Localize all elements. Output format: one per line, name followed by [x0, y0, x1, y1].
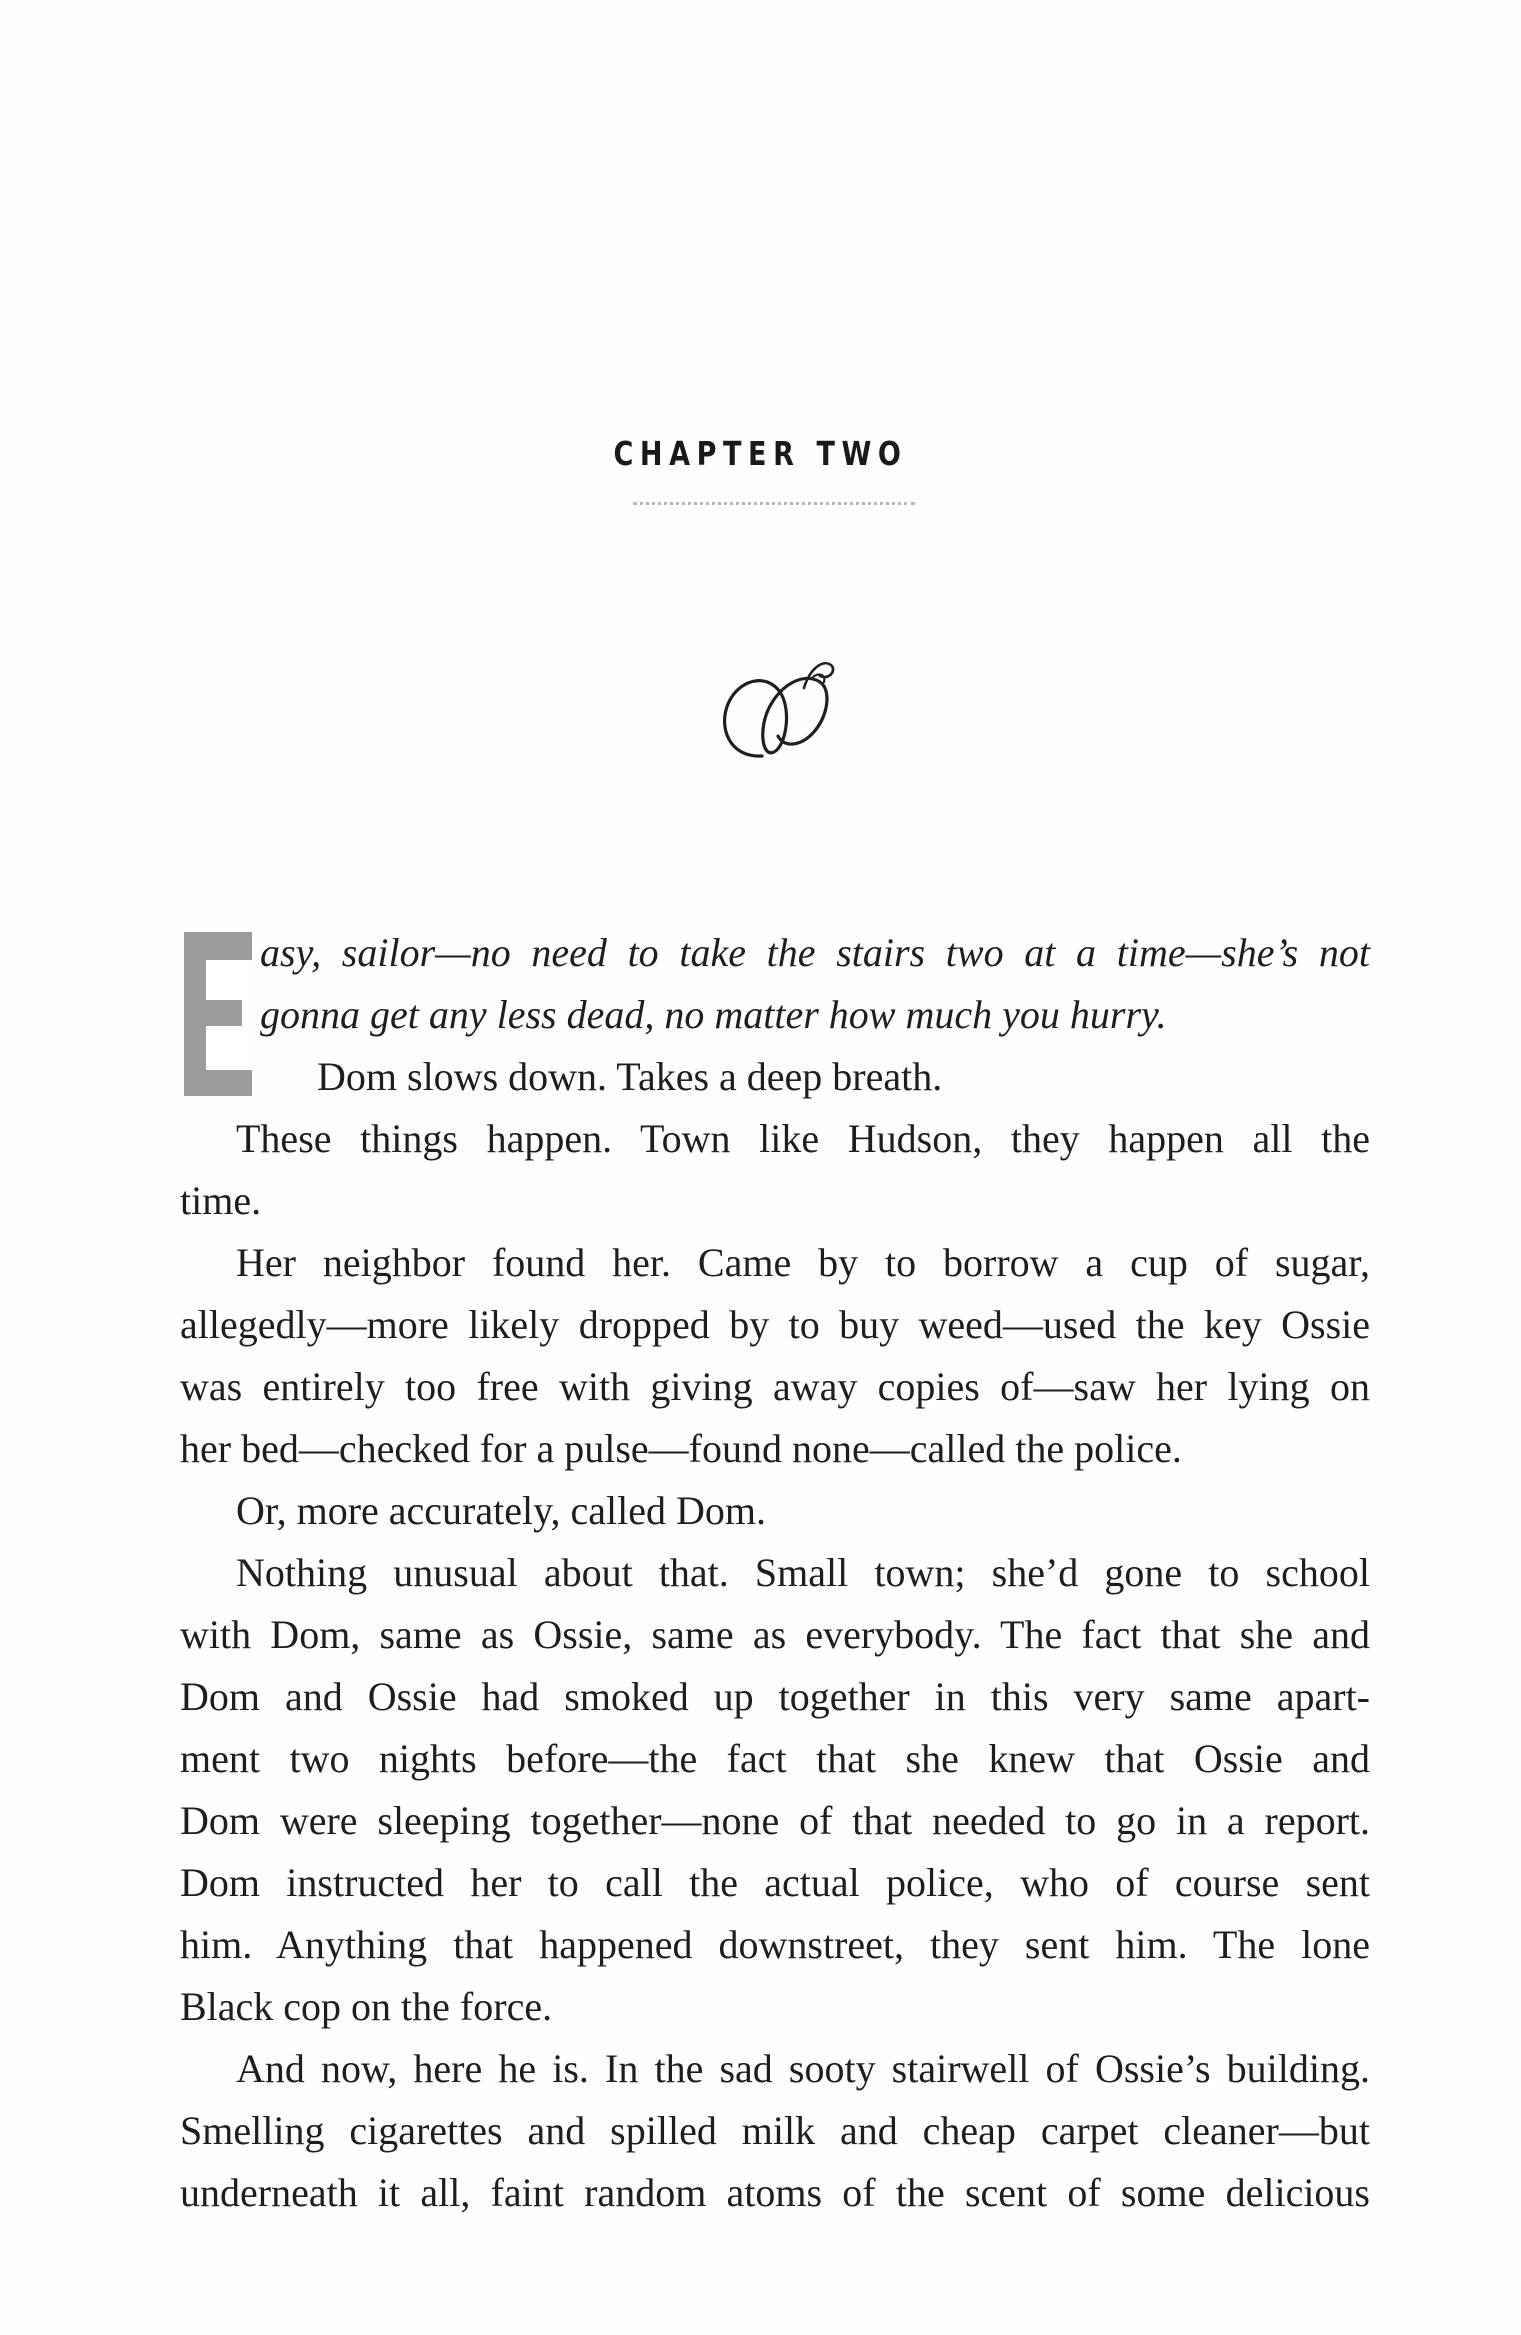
paragraph-line: him. Anything that happened downstreet, they sent him. The lone	[180, 1922, 1370, 1967]
paragraph-line: Smelling cigarettes and spilled milk and cheap carpet cleaner—but	[180, 2108, 1370, 2153]
paragraph-line: was entirely too free with giving away copies of—saw her lying on	[180, 1364, 1370, 1409]
paragraph-line: Dom and Ossie had smoked up together in this very same apart-	[180, 1674, 1370, 1719]
opening-line: asy, sailor—no need to take the stairs two at a time—she’s not	[260, 930, 1370, 975]
paragraph-line: her bed—checked for a pulse—found none—called the police.	[180, 1426, 1182, 1471]
paragraph-line: Or, more accurately, called Dom.	[236, 1488, 766, 1533]
paragraph-line: Dom instructed her to call the actual police, who of course sent	[180, 1860, 1370, 1905]
paragraph-line: ment two nights before—the fact that she knew that Ossie and	[180, 1736, 1370, 1781]
paragraph-line: with Dom, same as Ossie, same as everybody. The fact that she and	[180, 1612, 1370, 1657]
opening-line: Dom slows down. Takes a deep breath.	[317, 1054, 943, 1099]
paragraph-line: underneath it all, faint random atoms of the scent of some delicious	[180, 2170, 1370, 2215]
paragraph-line: allegedly—more likely dropped by to buy weed—used the key Ossie	[180, 1302, 1370, 1347]
paragraph-line: These things happen. Town like Hudson, they happen all the	[236, 1116, 1370, 1161]
paragraph-line: Dom were sleeping together—none of that needed to go in a report.	[180, 1798, 1370, 1843]
paragraph-line: time.	[180, 1178, 262, 1223]
drop-cap	[180, 930, 254, 1098]
body-text	[180, 922, 1370, 2224]
drop-cap-glyph-icon	[180, 930, 254, 1098]
paragraph-line: Her neighbor found her. Came by to borrow a cup of sugar,	[236, 1240, 1370, 1285]
chapter-heading: CHAPTER TWO	[613, 434, 908, 473]
paragraph-line: And now, here he is. In the sad sooty stairwell of Ossie’s building.	[236, 2046, 1370, 2091]
opening-line: gonna get any less dead, no matter how much you hurry.	[260, 992, 1167, 1037]
paragraph-line: Black cop on the force.	[180, 1984, 553, 2029]
paragraph-line: Nothing unusual about that. Small town; she’d gone to school	[236, 1550, 1370, 1595]
heading-dotted-rule	[633, 502, 915, 505]
flourish-icon	[700, 648, 850, 764]
